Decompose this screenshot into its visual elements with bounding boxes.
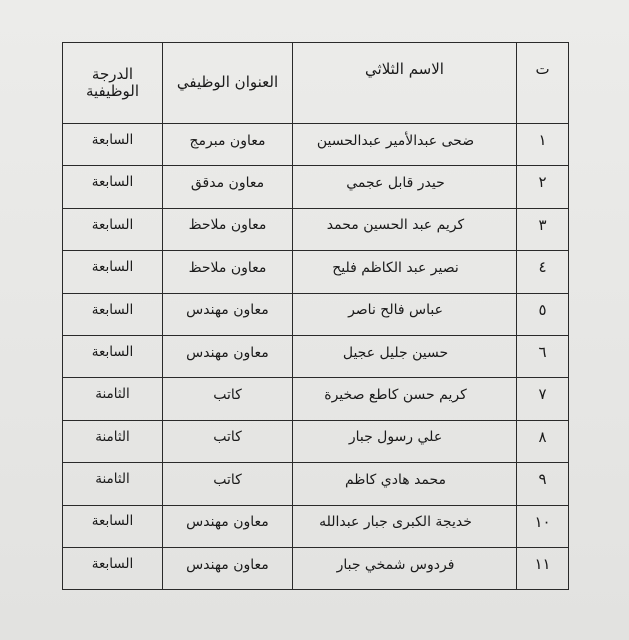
row-grade xyxy=(63,420,163,462)
row-name xyxy=(293,166,517,208)
row-grade xyxy=(63,208,163,250)
row-name xyxy=(293,505,517,547)
row-num-text: ٢ xyxy=(538,173,547,192)
row-name-text: نصير عبد الكاظم فليح xyxy=(332,259,459,276)
table-row xyxy=(63,547,569,589)
row-num xyxy=(517,293,569,335)
row-num-text: ١ xyxy=(538,131,547,150)
row-grade xyxy=(63,547,163,589)
header-num xyxy=(517,43,569,124)
row-title-text: كاتب xyxy=(213,429,242,446)
header-num-label: ت xyxy=(535,60,550,78)
row-grade xyxy=(63,293,163,335)
row-name-text: علي رسول جبار xyxy=(348,429,443,446)
row-num-text: ٤ xyxy=(538,258,547,277)
row-title xyxy=(163,505,293,547)
row-title xyxy=(163,335,293,377)
row-grade xyxy=(63,251,163,293)
row-name-text: كريم حسن كاطع صخيرة xyxy=(324,386,467,403)
row-num-text: ٨ xyxy=(538,427,547,446)
row-name xyxy=(293,463,517,505)
row-grade xyxy=(63,463,163,505)
row-name-text: ضحى عبدالأمير عبدالحسين xyxy=(316,132,475,149)
row-num xyxy=(517,124,569,166)
row-title-text: معاون مدقق xyxy=(190,175,265,192)
row-grade-text: السابعة xyxy=(91,301,134,318)
row-num-text: ٧ xyxy=(538,385,547,404)
row-grade xyxy=(63,378,163,420)
row-num xyxy=(517,420,569,462)
row-grade xyxy=(63,335,163,377)
row-num xyxy=(517,166,569,208)
row-grade-text: الثامنة xyxy=(95,428,130,445)
header-grade-label: الدرجة الوظيفية xyxy=(85,64,140,100)
row-grade-text: السابعة xyxy=(91,513,134,530)
row-num xyxy=(517,335,569,377)
row-title xyxy=(163,208,293,250)
header-title-label: العنوان الوظيفي xyxy=(176,73,279,92)
row-grade-text: الثامنة xyxy=(95,471,130,488)
row-title-text: معاون مهندس xyxy=(186,514,269,531)
row-title xyxy=(163,420,293,462)
row-num xyxy=(517,208,569,250)
row-title xyxy=(163,378,293,420)
row-num-text: ٩ xyxy=(538,470,547,489)
row-title xyxy=(163,293,293,335)
table-row xyxy=(63,251,569,293)
row-grade-text: السابعة xyxy=(91,216,134,233)
table-row xyxy=(63,293,569,335)
table-row xyxy=(63,378,569,420)
row-name-text: خديجة الكبرى جبار عبدالله xyxy=(319,514,472,531)
table-row xyxy=(63,505,569,547)
row-title-text: معاون مبرمج xyxy=(189,132,266,149)
row-num-text: ٥ xyxy=(538,300,547,319)
header-grade xyxy=(63,43,163,124)
row-title xyxy=(163,251,293,293)
row-name xyxy=(293,124,517,166)
row-grade xyxy=(63,124,163,166)
row-name-text: كريم عبد الحسين محمد xyxy=(326,217,465,234)
row-num-text: ٦ xyxy=(538,343,547,362)
row-name-text: عباس فالح ناصر xyxy=(348,302,443,319)
row-name xyxy=(293,420,517,462)
row-grade-text: السابعة xyxy=(91,555,134,572)
header-name xyxy=(293,43,517,124)
table-header-row xyxy=(63,43,569,124)
table-row xyxy=(63,124,569,166)
row-grade xyxy=(63,166,163,208)
table-row xyxy=(63,208,569,250)
row-title xyxy=(163,463,293,505)
row-grade-text: السابعة xyxy=(91,174,134,191)
row-grade-text: السابعة xyxy=(91,131,134,148)
row-num-text: ١١ xyxy=(534,554,551,573)
row-title xyxy=(163,547,293,589)
row-title-text: معاون مهندس xyxy=(186,556,269,573)
row-title-text: معاون مهندس xyxy=(186,302,269,319)
row-name xyxy=(293,208,517,250)
row-num xyxy=(517,378,569,420)
row-title xyxy=(163,166,293,208)
row-title-text: معاون ملاحظ xyxy=(188,259,267,276)
row-title xyxy=(163,124,293,166)
row-grade-text: السابعة xyxy=(91,343,134,360)
row-name xyxy=(293,378,517,420)
table-row xyxy=(63,420,569,462)
table-row xyxy=(63,335,569,377)
row-name-text: حسين جليل عجيل xyxy=(342,344,449,361)
row-title-text: معاون مهندس xyxy=(186,344,269,361)
row-grade-text: الثامنة xyxy=(95,386,130,403)
row-grade xyxy=(63,505,163,547)
header-name-label: الاسم الثلاثي xyxy=(365,60,444,78)
row-title-text: كاتب xyxy=(213,386,242,403)
row-name-text: حيدر قابل عجمي xyxy=(346,175,445,192)
header-title xyxy=(163,43,293,124)
row-name xyxy=(293,293,517,335)
row-name-text: محمد هادي كاظم xyxy=(344,471,447,488)
row-name xyxy=(293,335,517,377)
row-num xyxy=(517,251,569,293)
row-num xyxy=(517,505,569,547)
row-name-text: فردوس شمخي جبار xyxy=(336,556,455,573)
row-title-text: كاتب xyxy=(213,471,242,488)
row-num xyxy=(517,463,569,505)
row-num-text: ١٠ xyxy=(534,512,551,531)
row-num xyxy=(517,547,569,589)
row-title-text: معاون ملاحظ xyxy=(188,217,267,234)
row-num-text: ٣ xyxy=(538,215,547,234)
row-grade-text: السابعة xyxy=(91,259,134,276)
table-row xyxy=(63,166,569,208)
row-name xyxy=(293,547,517,589)
table-row xyxy=(63,463,569,505)
employee-table xyxy=(62,42,569,590)
row-name xyxy=(293,251,517,293)
